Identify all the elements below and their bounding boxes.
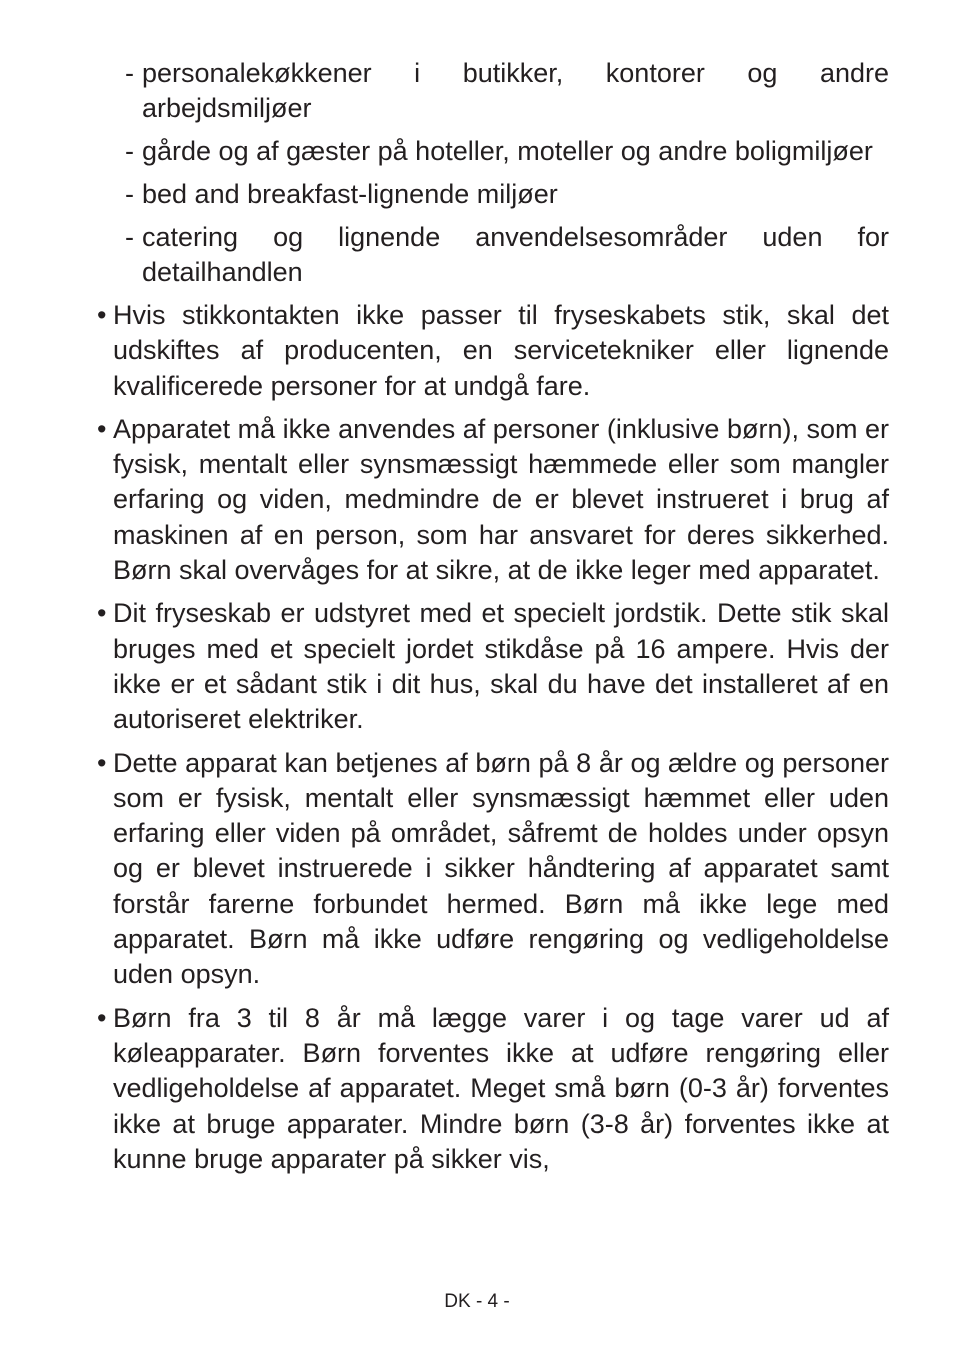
bullet-marker: • bbox=[97, 1002, 107, 1033]
list-item-text: personalekøkkener i butikker, kontorer og andre arbejdsmiljøer bbox=[142, 58, 889, 123]
bullet-marker: • bbox=[97, 300, 107, 330]
list-item bbox=[97, 596, 889, 737]
page-number: DK - 4 - bbox=[444, 1291, 510, 1312]
list-item bbox=[97, 412, 889, 588]
list-item bbox=[97, 1001, 889, 1177]
usage-environment-list bbox=[0, 56, 954, 290]
list-item bbox=[125, 56, 889, 126]
list-item bbox=[125, 220, 889, 290]
dash-marker: - bbox=[125, 58, 134, 88]
list-item bbox=[97, 298, 889, 404]
list-item-text: Apparatet må ikke anvendes af personer (inklusive børn), som er fysisk, mentalt eller synsmæssigt hæmmede eller som mangler erfaring og viden, medmindre de er blevet instrueret i brug af maskinen af en person, som har ansvaret for deres sikkerhed. Børn skal overvåges for at sikre, at de ikke leger med apparatet. bbox=[113, 413, 889, 586]
bullet-marker: • bbox=[97, 413, 107, 444]
page-content bbox=[0, 56, 954, 1185]
list-item-text: Dette apparat kan betjenes af børn på 8 år og ældre og personer som er fysisk, mentalt eller synsmæssigt hæmmet eller uden erfaring eller viden på området, såfremt de holdes under opsyn og er blevet instruerede i sikker håndtering af apparatet samt forstår farerne forbundet hermed. Børn må ikke lege med apparatet. Børn må ikke udføre rengøring og vedligeholdelse uden opsyn. bbox=[113, 747, 889, 990]
list-item-text: Børn fra 3 til 8 år må lægge varer i og tage varer ud af køleapparater. Børn forventes ikke at udføre rengøring eller vedligeholdelse af apparatet. Meget små børn (0-3 år) forventes ikke at bruge apparater. Mindre børn (3-8 år) forventes ikke at kunne bruge apparater på sikker vis, bbox=[113, 1002, 889, 1174]
list-item bbox=[125, 134, 889, 169]
bullet-marker: • bbox=[97, 598, 107, 629]
dash-marker: - bbox=[125, 179, 134, 209]
list-item bbox=[97, 746, 889, 993]
safety-instructions-list bbox=[0, 298, 954, 1177]
list-item bbox=[125, 177, 889, 212]
list-item-text: Dit fryseskab er udstyret med et specielt jordstik. Dette stik skal bruges med et specielt jordet stikdåse på 16 ampere. Hvis der ikke er et sådant stik i dit hus, skal du have det installeret af en autoriseret elektriker. bbox=[113, 598, 889, 735]
bullet-marker: • bbox=[97, 747, 107, 778]
list-item-text: gårde og af gæster på hoteller, moteller og andre boligmiljøer bbox=[142, 136, 873, 166]
list-item-text: Hvis stikkontakten ikke passer til fryseskabets stik, skal det udskiftes af producenten, en servicetekniker eller lignende kvalificerede personer for at undgå fare. bbox=[113, 300, 889, 401]
list-item-text: catering og lignende anvendelsesområder uden for detailhandlen bbox=[142, 222, 889, 287]
dash-marker: - bbox=[125, 222, 134, 252]
dash-marker: - bbox=[125, 136, 134, 166]
list-item-text: bed and breakfast-lignende miljøer bbox=[142, 179, 558, 209]
